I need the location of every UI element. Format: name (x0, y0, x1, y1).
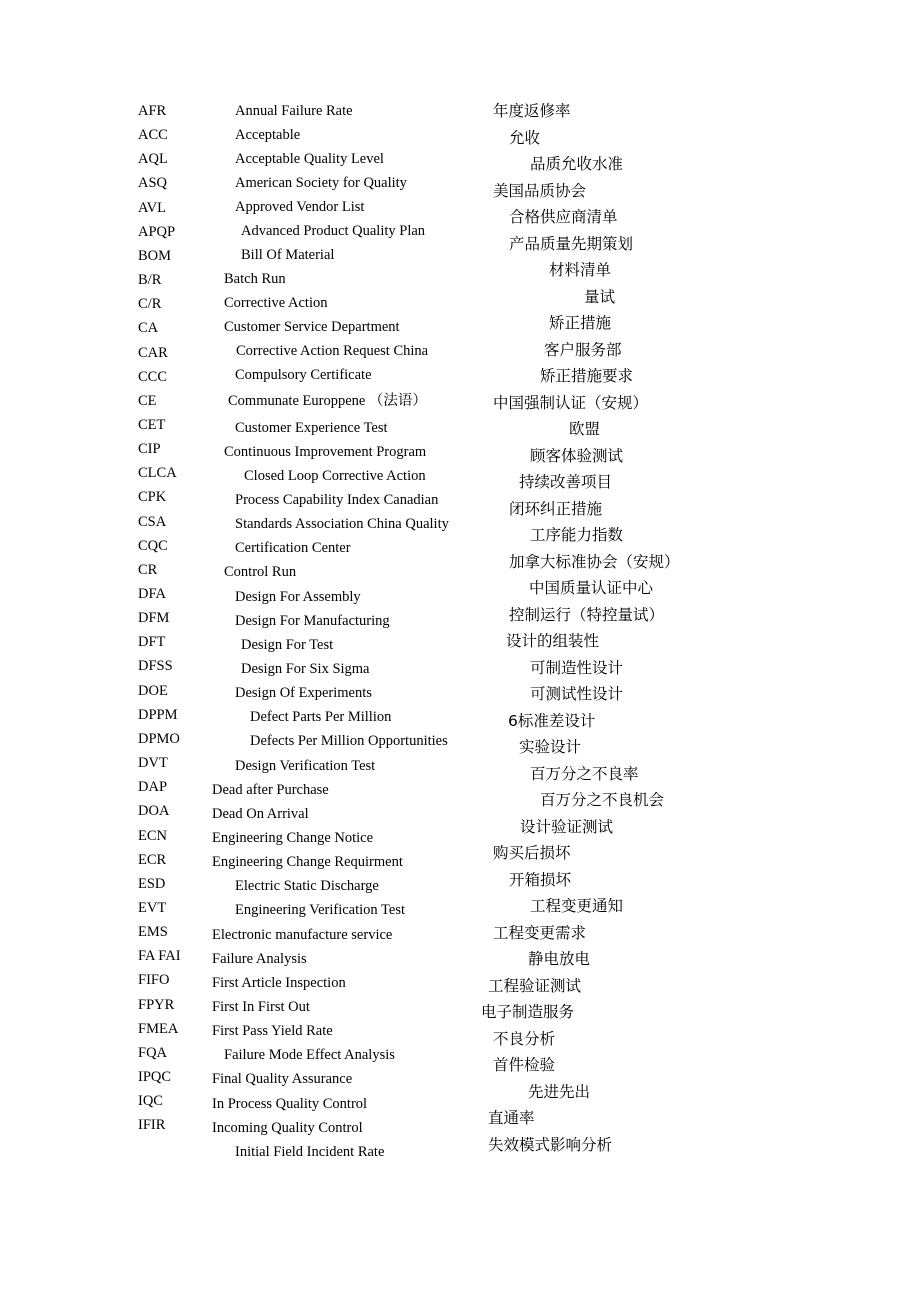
english-term: Compulsory Certificate (235, 367, 372, 383)
chinese-term: 客户服务部 (544, 341, 622, 359)
chinese-term: 先进先出 (528, 1083, 591, 1101)
abbreviation: CPK (138, 489, 167, 505)
abbreviation: CR (138, 562, 158, 578)
chinese-term: 工序能力指数 (530, 526, 624, 544)
english-term: Defect Parts Per Million (250, 709, 392, 725)
abbreviation: FIFO (138, 972, 170, 988)
abbreviation: DPMO (138, 731, 180, 747)
chinese-term: 不良分析 (493, 1030, 556, 1048)
abbreviation: IPQC (138, 1069, 172, 1085)
chinese-term: 允收 (509, 129, 541, 147)
english-term: Design For Six Sigma (241, 661, 370, 677)
chinese-term: 实验设计 (519, 738, 582, 756)
chinese-term: 失效模式影响分析 (488, 1136, 613, 1154)
abbreviation: ESD (138, 876, 166, 892)
english-term: Corrective Action Request China (236, 343, 429, 359)
abbreviation: IQC (138, 1093, 163, 1109)
abbreviation: CET (138, 417, 166, 433)
english-term: Electronic manufacture service (212, 927, 393, 943)
english-term: Dead after Purchase (212, 782, 329, 798)
chinese-term: 中国质量认证中心 (529, 579, 654, 597)
abbreviation: AFR (138, 103, 167, 119)
abbreviation: CLCA (138, 465, 177, 481)
english-term: Acceptable (235, 127, 301, 143)
abbreviation: CIP (138, 441, 161, 457)
abbreviation: CAR (138, 345, 168, 361)
chinese-term: 矫正措施要求 (540, 367, 634, 385)
chinese-term: 百万分之不良率 (530, 765, 639, 783)
abbreviation: CCC (138, 369, 168, 385)
abbreviation: DFA (138, 586, 166, 602)
english-term: Electric Static Discharge (235, 878, 379, 894)
english-term: Advanced Product Quality Plan (241, 223, 426, 239)
chinese-term: 购买后损坏 (493, 844, 571, 862)
abbreviation: ACC (138, 127, 168, 143)
abbreviation: BOM (138, 248, 172, 264)
chinese-term: 控制运行（特控量试） (509, 606, 665, 624)
english-term: Bill Of Material (241, 247, 335, 263)
chinese-term: 可制造性设计 (530, 659, 624, 677)
chinese-term: 工程变更通知 (530, 897, 624, 915)
chinese-term: 合格供应商清单 (509, 208, 618, 226)
chinese-term: 材料清单 (549, 261, 612, 279)
abbreviation: ECR (138, 852, 167, 868)
abbreviation: DFM (138, 610, 170, 626)
english-term: Design Of Experiments (235, 685, 372, 701)
english-term: Design For Assembly (235, 589, 361, 605)
chinese-term: 电子制造服务 (481, 1003, 575, 1021)
abbreviation: CA (138, 320, 159, 336)
english-term: Continuous Improvement Program (224, 444, 427, 460)
abbreviation: FMEA (138, 1021, 179, 1037)
chinese-term: 直通率 (488, 1109, 535, 1127)
chinese-term: 可测试性设计 (530, 685, 624, 703)
english-term: Process Capability Index Canadian (235, 492, 439, 508)
abbreviation: EVT (138, 900, 167, 916)
english-term: Dead On Arrival (212, 806, 309, 822)
chinese-term: 设计的组装性 (506, 632, 600, 650)
chinese-term: 6标准差设计 (508, 712, 596, 730)
chinese-term: 美国品质协会 (493, 182, 587, 200)
chinese-term: 矫正措施 (549, 314, 612, 332)
english-term: Failure Analysis (212, 951, 307, 967)
english-term: First Pass Yield Rate (212, 1023, 333, 1039)
english-term: Corrective Action (224, 295, 328, 311)
abbreviation: DOE (138, 683, 168, 699)
english-term: Design For Test (241, 637, 334, 653)
english-term: Approved Vendor List (235, 199, 365, 215)
english-term: Engineering Verification Test (235, 902, 405, 918)
abbreviation: DFT (138, 634, 166, 650)
chinese-term: 开箱损坏 (509, 871, 572, 889)
abbreviation: IFIR (138, 1117, 166, 1133)
chinese-term: 百万分之不良机会 (540, 791, 665, 809)
abbreviation: FQA (138, 1045, 168, 1061)
abbreviation: CE (138, 393, 157, 409)
chinese-term: 年度返修率 (493, 102, 571, 120)
chinese-term: 中国强制认证（安规） (493, 394, 649, 412)
abbreviation: EMS (138, 924, 168, 940)
abbreviation: C/R (138, 296, 162, 312)
abbreviation: FA FAI (138, 948, 181, 964)
english-term: Communate Europpene （法语） (228, 393, 427, 409)
english-term: Batch Run (224, 271, 286, 287)
english-term: Engineering Change Notice (212, 830, 374, 846)
english-term: Design Verification Test (235, 758, 376, 774)
abbreviation: FPYR (138, 997, 175, 1013)
chinese-term: 顾客体验测试 (530, 447, 624, 465)
english-term: Customer Experience Test (235, 420, 388, 436)
abbreviation: APQP (138, 224, 176, 240)
chinese-term: 品质允收水准 (530, 155, 624, 173)
abbreviation: DOA (138, 803, 170, 819)
chinese-term: 持续改善项目 (519, 473, 613, 491)
abbreviation: CSA (138, 514, 167, 530)
chinese-term: 工程验证测试 (488, 977, 582, 995)
chinese-term: 首件检验 (493, 1056, 556, 1074)
abbreviation: DAP (138, 779, 168, 795)
chinese-term: 欧盟 (569, 420, 601, 438)
chinese-term: 静电放电 (528, 950, 591, 968)
abbreviation: ASQ (138, 175, 168, 191)
abbreviation: DVT (138, 755, 168, 771)
english-term: Acceptable Quality Level (235, 151, 384, 167)
english-term: Control Run (224, 564, 297, 580)
english-term: Certification Center (235, 540, 351, 556)
english-term: Annual Failure Rate (235, 103, 353, 119)
english-term: Engineering Change Requirment (212, 854, 403, 870)
english-term: In Process Quality Control (212, 1096, 368, 1112)
chinese-term: 闭环纠正措施 (509, 500, 603, 518)
english-term: Standards Association China Quality (235, 516, 449, 532)
abbreviation: AQL (138, 151, 168, 167)
english-term: American Society for Quality (235, 175, 407, 191)
english-term: First Article Inspection (212, 975, 346, 991)
chinese-term: 量试 (584, 288, 616, 306)
abbreviation: DPPM (138, 707, 178, 723)
english-term: Initial Field Incident Rate (235, 1144, 385, 1160)
chinese-term: 产品质量先期策划 (509, 235, 634, 253)
abbreviation: DFSS (138, 658, 173, 674)
english-term: Failure Mode Effect Analysis (224, 1047, 395, 1063)
chinese-term: 工程变更需求 (493, 924, 587, 942)
english-term: Final Quality Assurance (212, 1071, 353, 1087)
english-term: Customer Service Department (224, 319, 400, 335)
abbreviation: CQC (138, 538, 168, 554)
abbreviation: AVL (138, 200, 166, 216)
english-term: Design For Manufacturing (235, 613, 390, 629)
english-term: First In First Out (212, 999, 310, 1015)
abbreviation: ECN (138, 828, 167, 844)
english-term: Incoming Quality Control (212, 1120, 363, 1136)
chinese-term: 设计验证测试 (520, 818, 614, 836)
abbreviation: B/R (138, 272, 162, 288)
chinese-term: 加拿大标准协会（安规） (509, 553, 680, 571)
english-term: Closed Loop Corrective Action (244, 468, 426, 484)
english-term: Defects Per Million Opportunities (250, 733, 448, 749)
